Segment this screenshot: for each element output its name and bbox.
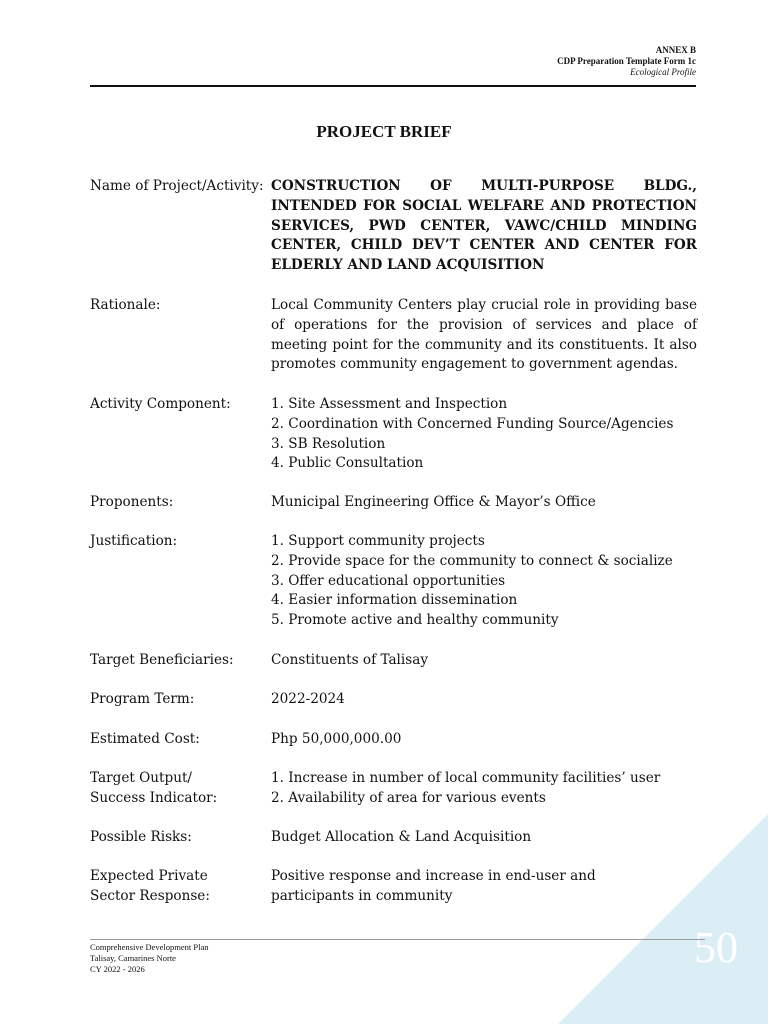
field-label: Possible Risks: (90, 829, 192, 845)
field-value-line: Positive response and increase in end-user and (271, 868, 596, 884)
field-value: Php 50,000,000.00 (271, 731, 402, 747)
list-item: 3. SB Resolution (271, 435, 386, 452)
field-label-line: Expected Private (90, 868, 208, 884)
field-value (271, 532, 697, 631)
field-value: Budget Allocation & Land Acquisition (271, 829, 532, 845)
field-value: Municipal Engineering Office & Mayor’s Office (271, 494, 596, 510)
list-item: 5. Promote active and healthy community (271, 612, 559, 629)
field-value-line: participants in community (271, 887, 453, 904)
profile-label: Ecological Profile (630, 67, 696, 77)
list-item: 1. Site Assessment and Inspection (271, 396, 508, 412)
footer-line: Talisay, Camarines Norte (90, 953, 176, 963)
list-item: 3. Offer educational opportunities (271, 572, 506, 589)
list-item: 2. Coordination with Concerned Funding Source/Agencies (271, 415, 674, 432)
field-label: Activity Component: (90, 396, 231, 412)
list-item: 4. Public Consultation (271, 455, 424, 472)
field-label: Name of Project/Activity: (90, 178, 264, 194)
field-value (271, 395, 697, 474)
list-item: 4. Easier information dissemination (271, 592, 518, 609)
field-label (90, 867, 270, 907)
list-item: 2. Provide space for the community to connect & socialize (271, 552, 673, 569)
field-label-line: Success Indicator: (90, 789, 218, 806)
page-title: PROJECT BRIEF (316, 122, 452, 141)
footer-divider (90, 939, 705, 940)
annex-label: ANNEX B (655, 45, 696, 55)
field-label: Proponents: (90, 494, 174, 510)
field-label: Target Beneficiaries: (90, 652, 234, 668)
list-item: 1. Support community projects (271, 533, 485, 549)
field-value: Constituents of Talisay (271, 652, 429, 668)
document-header (557, 45, 696, 78)
field-label: Program Term: (90, 691, 195, 707)
corner-decoration (558, 814, 768, 1024)
field-label (90, 769, 270, 809)
field-label-line: Target Output/ (90, 770, 193, 786)
field-label: Estimated Cost: (90, 731, 200, 747)
field-label-line: Sector Response: (90, 887, 210, 904)
footer-line: CY 2022 - 2026 (90, 964, 145, 974)
page-number: 50 (694, 923, 738, 972)
header-divider (90, 85, 696, 87)
field-label: Justification: (90, 533, 178, 549)
field-value (271, 769, 697, 809)
list-item: 1. Increase in number of local community facilities’ user (271, 770, 661, 786)
field-value: 2022-2024 (271, 691, 345, 707)
form-label: CDP Preparation Template Form 1c (557, 56, 696, 66)
list-item: 2. Availability of area for various events (271, 789, 546, 806)
field-value: CONSTRUCTION OF MULTI-PURPOSE BLDG., INTENDED FOR SOCIAL WELFARE AND PROTECTION SERVICES, PWD CENTER, VAWC/CHILD MINDING CENTER, CHILD DEV’T CENTER AND CENTER FOR ELDERLY AND LAND ACQUISITION (271, 178, 697, 274)
footer-line: Comprehensive Development Plan (90, 942, 209, 952)
field-label: Rationale: (90, 297, 161, 313)
document-footer (90, 942, 209, 975)
field-value: Local Community Centers play crucial role in providing base of operations for the provision of services and place of meeting point for the community and its constituents. It also promotes community engagement to government agendas. (271, 297, 697, 373)
